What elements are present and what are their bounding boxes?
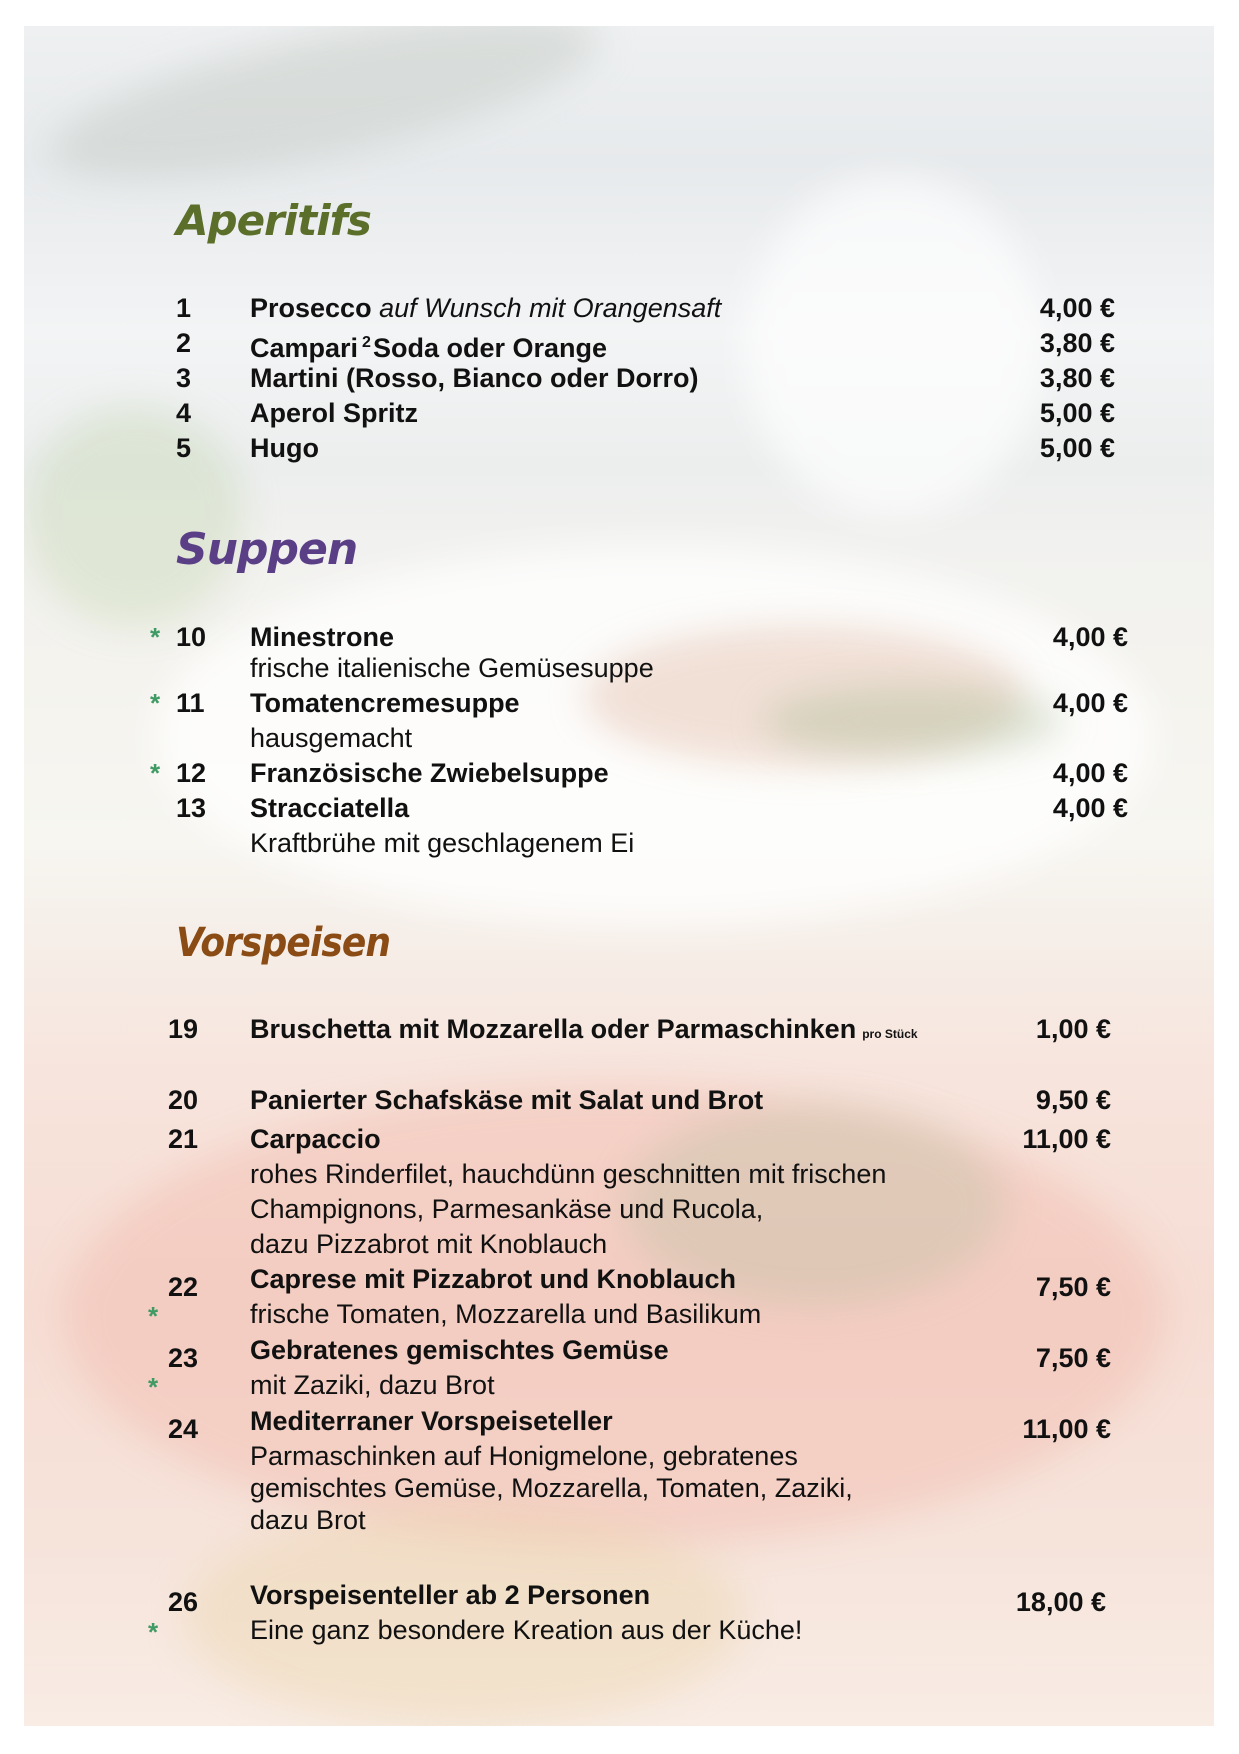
item-name: Prosecco auf Wunsch mit Orangensaft bbox=[250, 293, 722, 323]
item-number: 23 bbox=[168, 1343, 199, 1373]
menu-item bbox=[0, 791, 1239, 825]
menu-item bbox=[0, 431, 1239, 465]
vegetarian-star: * bbox=[150, 758, 161, 788]
item-number: 1 bbox=[176, 293, 192, 323]
vegetarian-star: * bbox=[148, 1372, 159, 1402]
item-number: 11 bbox=[176, 688, 205, 718]
item-price: 4,00 € bbox=[1052, 688, 1128, 718]
item-number: 20 bbox=[168, 1085, 199, 1115]
item-name: Minestrone bbox=[250, 622, 395, 652]
item-number: 24 bbox=[168, 1414, 199, 1444]
item-name: Martini (Rosso, Bianco oder Dorro) bbox=[250, 363, 699, 393]
item-name: Mediterraner Vorspeiseteller bbox=[250, 1406, 613, 1436]
item-number: 26 bbox=[168, 1587, 199, 1617]
item-name: Französische Zwiebelsuppe bbox=[250, 758, 609, 788]
item-price: 4,00 € bbox=[1052, 622, 1128, 652]
item-price: 3,80 € bbox=[1039, 328, 1115, 358]
section-title-vorspeisen: Vorspeisen bbox=[176, 920, 391, 966]
item-description: * mit Zaziki, dazu Brot bbox=[148, 1370, 495, 1402]
item-description: gemischtes Gemüse, Mozzarella, Tomaten, Zaziki, bbox=[250, 1473, 853, 1503]
menu-item bbox=[0, 291, 1239, 325]
item-price: 3,80 € bbox=[1039, 363, 1115, 393]
item-number: 10 bbox=[176, 622, 207, 652]
item-description: Champignons, Parmesankäse und Rucola, bbox=[250, 1194, 764, 1224]
item-name: Campari $^2$Soda oder Orange bbox=[250, 333, 608, 363]
item-name: Caprese mit Pizzabrot und Knoblauch bbox=[250, 1264, 737, 1294]
vegetarian-star: * bbox=[148, 1617, 159, 1647]
menu-item bbox=[0, 1083, 1239, 1117]
item-number: 2 bbox=[176, 328, 192, 358]
section-title-aperitifs: Aperitifs bbox=[176, 196, 371, 245]
item-note: auf Wunsch mit Orangensaft bbox=[379, 293, 722, 323]
item-description: frische italienische Gemüsesuppe bbox=[250, 653, 654, 683]
menu-item bbox=[0, 620, 1239, 654]
menu-item bbox=[0, 326, 1239, 363]
item-name: Carpaccio bbox=[250, 1124, 381, 1154]
menu-item bbox=[0, 361, 1239, 395]
item-name: Aperol Spritz bbox=[250, 398, 419, 428]
item-name: Hugo bbox=[250, 433, 319, 463]
item-name: Tomatencremesuppe bbox=[250, 688, 520, 718]
item-description: Parmaschinken auf Honigmelone, gebratenes bbox=[250, 1441, 798, 1471]
item-name: Gebratenes gemischtes Gemüse bbox=[250, 1335, 669, 1365]
item-price: 9,50 € bbox=[1035, 1085, 1111, 1115]
item-name: Vorspeisenteller ab 2 Personen bbox=[250, 1580, 651, 1610]
vegetarian-star: * bbox=[150, 622, 161, 652]
section-title-suppen: Suppen bbox=[176, 524, 358, 575]
menu-item bbox=[0, 1122, 1239, 1156]
item-description: Kraftbrühe mit geschlagenem Ei bbox=[250, 828, 635, 858]
menu-item bbox=[0, 686, 1239, 720]
item-price: 5,00 € bbox=[1039, 398, 1115, 428]
item-unit-note: pro Stück bbox=[862, 1027, 918, 1041]
menu-item bbox=[0, 396, 1239, 430]
vegetarian-star: * bbox=[148, 1301, 159, 1331]
item-number: 19 bbox=[168, 1014, 199, 1044]
item-number: 3 bbox=[176, 363, 192, 393]
item-description: * frische Tomaten, Mozzarella und Basilikum bbox=[148, 1299, 762, 1331]
menu-item bbox=[0, 756, 1239, 790]
item-name: Bruschetta mit Mozzarella oder Parmaschinken pro Stück bbox=[250, 1014, 918, 1044]
vegetarian-star: * bbox=[150, 688, 161, 718]
item-price: 4,00 € bbox=[1052, 758, 1128, 788]
item-description: hausgemacht bbox=[250, 723, 413, 753]
item-number: 12 bbox=[176, 758, 207, 788]
item-price: 4,00 € bbox=[1052, 793, 1128, 823]
item-description: rohes Rinderfilet, hauchdünn geschnitten mit frischen bbox=[250, 1159, 887, 1189]
item-price: 18,00 € bbox=[1015, 1587, 1106, 1617]
footnote-marker: 2 bbox=[362, 334, 371, 351]
item-price: 1,00 € bbox=[1035, 1014, 1111, 1044]
item-price: 7,50 € bbox=[1035, 1272, 1111, 1302]
item-number: 22 bbox=[168, 1272, 199, 1302]
item-description: dazu Brot bbox=[250, 1505, 366, 1535]
item-number: 4 bbox=[176, 398, 192, 428]
item-price: 5,00 € bbox=[1039, 433, 1115, 463]
item-number: 5 bbox=[176, 433, 192, 463]
item-name: Stracciatella bbox=[250, 793, 410, 823]
item-price: 4,00 € bbox=[1039, 293, 1115, 323]
item-description: * Eine ganz besondere Kreation aus der Küche! bbox=[148, 1615, 803, 1647]
item-number: 21 bbox=[168, 1124, 199, 1154]
item-number: 13 bbox=[176, 793, 207, 823]
menu-item bbox=[0, 1012, 1239, 1046]
item-price: 11,00 € bbox=[1022, 1124, 1111, 1154]
item-name: Panierter Schafskäse mit Salat und Brot bbox=[250, 1085, 764, 1115]
item-price: 7,50 € bbox=[1035, 1343, 1111, 1373]
item-description: dazu Pizzabrot mit Knoblauch bbox=[250, 1229, 608, 1259]
item-price: 11,00 € bbox=[1022, 1414, 1111, 1444]
